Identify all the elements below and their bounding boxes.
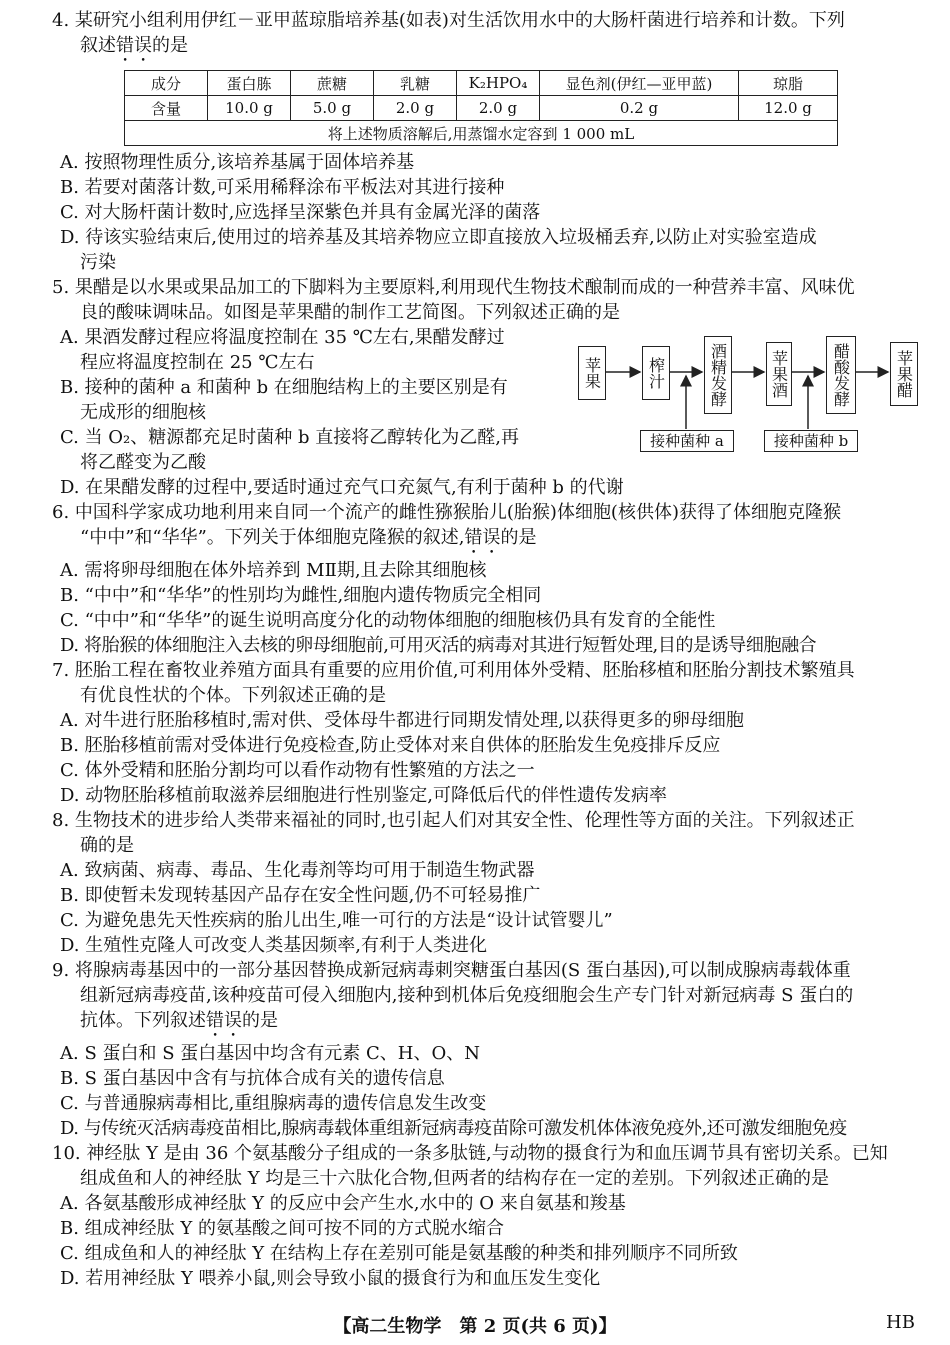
q4-option-d: D. 待该实验结束后,使用过的培养基及其培养物应立即直接放入垃圾桶丢弃,以防止对实验室造成: [60, 227, 817, 248]
table-note-row: [125, 121, 838, 146]
table-cell: 0.2 g: [540, 96, 739, 121]
q6-stem-text: “中中”和“华华”。下列关于体细胞克隆猴的叙述,: [80, 527, 465, 548]
q5-option-b: B. 接种的菌种 a 和菌种 b 在细胞结构上的主要区别是有: [60, 377, 508, 398]
q7-stem-line2: 有优良性状的个体。下列叙述正确的是: [80, 685, 386, 706]
q7-option-c: C. 体外受精和胚胎分割均可以看作动物有性繁殖的方法之一: [60, 760, 535, 781]
q9-stem-line2: 组新冠病毒疫苗,该种疫苗可侵入细胞内,接种到机体后免疫细胞会生产专门针对新冠病毒 S 蛋白的: [80, 985, 854, 1006]
page-footer: 【高二生物学 第 2 页(共 6 页)】: [333, 1316, 617, 1337]
q8-option-b: B. 即使暂未发现转基因产品存在安全性问题,仍不可轻易推广: [60, 885, 541, 906]
flow-box-inoculate-a: 接种菌种 a: [640, 430, 734, 452]
table-cell: 显色剂(伊红—亚甲蓝): [540, 71, 739, 96]
q8-stem-line2: 确的是: [80, 835, 134, 856]
q6-stem-text-end: 的是: [500, 527, 537, 548]
q6-option-a: A. 需将卵母细胞在体外培养到 MⅡ期,且去除其细胞核: [60, 560, 487, 581]
table-cell: 10.0 g: [208, 96, 291, 121]
q6-stem-line2: [52, 525, 922, 558]
table-cell: 蔗糖: [291, 71, 374, 96]
q10-option-c: C. 组成鱼和人的神经肽 Y 在结构上存在差别可能是氨基酸的种类和排列顺序不同所致: [60, 1243, 738, 1264]
q9-emphasis-wrong: 错误: [206, 1010, 242, 1031]
flow-box-apple-vinegar: 苹果醋: [890, 342, 918, 406]
question-4: [52, 8, 922, 275]
question-7: [52, 658, 922, 808]
medium-table: [124, 70, 838, 146]
table-cell: 成分: [125, 71, 208, 96]
q4-stem-text-end: 的是: [152, 35, 188, 56]
q9-stem-line1: 9. 将腺病毒基因中的一部分基因替换成新冠病毒刺突糖蛋白基因(S 蛋白基因),可以制成腺病毒载体重: [52, 960, 851, 981]
flow-box-juice: 榨汁: [642, 346, 670, 400]
table-header-row: [125, 71, 838, 96]
table-cell: 琼脂: [739, 71, 838, 96]
table-cell: 5.0 g: [291, 96, 374, 121]
q10-option-d: D. 若用神经肽 Y 喂养小鼠,则会导致小鼠的摄食行为和血压发生变化: [60, 1268, 601, 1289]
q5-option-c-cont: 将乙醛变为乙酸: [80, 452, 206, 473]
q6-option-b: B. “中中”和“华华”的性别均为雌性,细胞内遗传物质完全相同: [60, 585, 542, 606]
apple-vinegar-flow-diagram: [578, 336, 918, 456]
q9-option-b: B. S 蛋白基因中含有与抗体合成有关的遗传信息: [60, 1068, 445, 1089]
q10-option-a: A. 各氨基酸形成神经肽 Y 的反应中会产生水,水中的 O 来自氨基和羧基: [60, 1193, 626, 1214]
q4-option-d-cont: 污染: [80, 252, 116, 273]
q9-option-d: D. 与传统灭活病毒疫苗相比,腺病毒载体重组新冠病毒疫苗除可激发机体体液免疫外,还可激发细胞免疫: [60, 1118, 847, 1139]
q7-option-a: A. 对牛进行胚胎移植时,需对供、受体母牛都进行同期发情处理,以获得更多的卵母细胞: [60, 710, 744, 731]
question-10: [52, 1141, 922, 1291]
q4-emphasis-wrong: 错误: [116, 35, 152, 56]
q9-stem-text: 抗体。下列叙述: [80, 1010, 206, 1031]
table-cell: 12.0 g: [739, 96, 838, 121]
q5-options: [52, 325, 582, 475]
q5-stem-line1: 5. 果醋是以水果或果品加工的下脚料为主要原料,利用现代生物技术酿制而成的一种营养丰富、风味优: [52, 277, 855, 298]
q4-option-a: A. 按照物理性质分,该培养基属于固体培养基: [60, 152, 415, 173]
q6-emphasis-wrong: 错误: [464, 527, 501, 548]
q10-stem-line1: 10. 神经肽 Y 是由 36 个氨基酸分子组成的一条多肽链,与动物的摄食行为和血压调节具有密切关系。已知: [52, 1143, 888, 1164]
q8-option-d: D. 生殖性克隆人可改变人类基因频率,有利于人类进化: [60, 935, 487, 956]
q5-stem-line2: 良的酸味调味品。如图是苹果醋的制作工艺简图。下列叙述正确的是: [80, 302, 620, 323]
q7-option-d: D. 动物胚胎移植前取滋养层细胞进行性别鉴定,可降低后代的伴性遗传发病率: [60, 785, 667, 806]
q9-option-c: C. 与普通腺病毒相比,重组腺病毒的遗传信息发生改变: [60, 1093, 487, 1114]
table-cell: 2.0 g: [457, 96, 540, 121]
q5-option-c: C. 当 O₂、糖源都充足时菌种 b 直接将乙醇转化为乙醛,再: [60, 427, 519, 448]
table-cell: 2.0 g: [374, 96, 457, 121]
q4-stem-line2: [52, 33, 922, 66]
flow-arrows: [578, 336, 918, 456]
table-cell: K₂HPO₄: [457, 71, 540, 96]
table-row: [125, 96, 838, 121]
q8-stem-line1: 8. 生物技术的进步给人类带来福祉的同时,也引起人们对其安全性、伦理性等方面的关注。下列叙述正: [52, 810, 855, 831]
q8-option-c: C. 为避免患先天性疾病的胎儿出生,唯一可行的方法是“设计试管婴儿”: [60, 910, 613, 931]
question-8: [52, 808, 922, 958]
q6-option-c: C. “中中”和“华华”的诞生说明高度分化的动物体细胞的细胞核仍具有发育的全能性: [60, 610, 716, 631]
question-6: [52, 500, 922, 658]
table-cell: 蛋白胨: [208, 71, 291, 96]
q7-option-b: B. 胚胎移植前需对受体进行免疫检查,防止受体对来自供体的胚胎发生免疫排斥反应: [60, 735, 721, 756]
q4-option-c: C. 对大肠杆菌计数时,应选择呈深紫色并具有金属光泽的菌落: [60, 202, 541, 223]
table-cell: 含量: [125, 96, 208, 121]
q5-option-a-cont: 程应将温度控制在 25 ℃左右: [80, 352, 315, 373]
question-9: [52, 958, 922, 1141]
q7-stem-line1: 7. 胚胎工程在畜牧业养殖方面具有重要的应用价值,可利用体外受精、胚胎移植和胚胎分割技术繁殖具: [52, 660, 855, 681]
q4-stem-text: 叙述: [80, 35, 116, 56]
flow-box-apple: 苹果: [578, 346, 606, 400]
flow-box-alcohol-fermentation: 酒精发酵: [704, 336, 732, 414]
footer-code: HB: [886, 1312, 915, 1333]
q6-option-d: D. 将胎猴的体细胞注入去核的卵母细胞前,可用灭活的病毒对其进行短暂处理,目的是诱导细胞融合: [60, 635, 817, 656]
table-note: 将上述物质溶解后,用蒸馏水定容到 1 000 mL: [125, 121, 838, 146]
flow-box-inoculate-b: 接种菌种 b: [764, 430, 858, 452]
q5-option-a: A. 果酒发酵过程应将温度控制在 35 ℃左右,果醋发酵过: [60, 327, 505, 348]
table-cell: 乳糖: [374, 71, 457, 96]
q10-option-b: B. 组成神经肽 Y 的氨基酸之间可按不同的方式脱水缩合: [60, 1218, 504, 1239]
q8-option-a: A. 致病菌、病毒、毒品、生化毒剂等均可用于制造生物武器: [60, 860, 535, 881]
q9-stem-line3: [52, 1008, 922, 1041]
flow-box-apple-wine: 苹果酒: [766, 342, 792, 406]
q6-stem-line1: 6. 中国科学家成功地利用来自同一个流产的雌性猕猴胎儿(胎猴)体细胞(核供体)获得了体细胞克隆猴: [52, 502, 841, 523]
q5-option-b-cont: 无成形的细胞核: [80, 402, 206, 423]
flow-box-acetic-fermentation: 醋酸发酵: [826, 336, 856, 414]
q4-option-b: B. 若要对菌落计数,可采用稀释涂布平板法对其进行接种: [60, 177, 505, 198]
q5-option-d: D. 在果醋发酵的过程中,要适时通过充气口充氮气,有利于菌种 b 的代谢: [60, 477, 624, 498]
q10-stem-line2: 组成鱼和人的神经肽 Y 均是三十六肽化合物,但两者的结构存在一定的差别。下列叙述正确的是: [80, 1168, 830, 1189]
exam-page: [52, 8, 922, 1291]
q9-stem-text-end: 的是: [242, 1010, 278, 1031]
q9-option-a: A. S 蛋白和 S 蛋白基因中均含有元素 C、H、O、N: [60, 1043, 480, 1064]
q4-stem-line1: 4. 某研究小组利用伊红－亚甲蓝琼脂培养基(如表)对生活饮用水中的大肠杆菌进行培养和计数。下列: [52, 10, 845, 31]
